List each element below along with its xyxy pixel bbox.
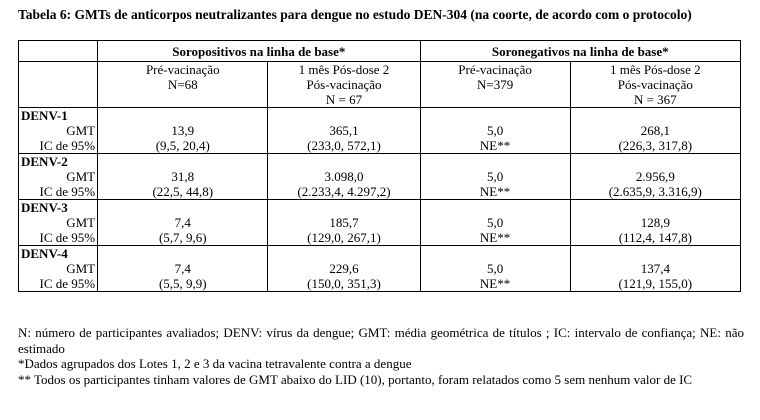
footnote-abbreviations: N: número de participantes avaliados; DENV: vírus da dengue; GMT: média geométrica de títulos ; IC: intervalo de confiança; NE: não estimado <box>18 325 744 356</box>
ci-value: (129,0, 267,1) <box>307 230 381 245</box>
gmt-value: 7,4 <box>174 215 191 230</box>
spacer <box>573 108 738 123</box>
footnote-pooled-lots: *Dados agrupados dos Lotes 1, 2 e 3 da vacina tetravalente contra a dengue <box>18 356 412 371</box>
serotype-label: DENV-2 <box>21 154 68 169</box>
gmt-label: GMT <box>66 215 96 230</box>
ci-value: (121,9, 155,0) <box>618 276 693 291</box>
column-header-line: Pós-vacinação <box>617 77 693 92</box>
seropositive-header: Soropositivos na linha de base* <box>98 41 420 62</box>
data-rows <box>19 108 741 292</box>
spacer <box>423 246 568 261</box>
table-row <box>19 108 741 154</box>
spacer <box>423 108 568 123</box>
spacer <box>100 246 265 261</box>
column-header <box>268 62 420 108</box>
value-cell <box>420 154 570 200</box>
spacer <box>573 200 738 215</box>
spacer <box>270 108 417 123</box>
value-cell <box>570 200 740 246</box>
value-cell <box>98 154 268 200</box>
serotype-label: DENV-3 <box>21 200 68 215</box>
ci-label: IC de 95% <box>39 138 96 153</box>
group-header-row <box>19 41 741 62</box>
serotype-label: DENV-4 <box>21 246 68 261</box>
spacer <box>423 200 568 215</box>
empty-corner-cell <box>19 41 98 62</box>
row-stub <box>19 154 98 200</box>
value-cell <box>268 108 420 154</box>
ci-value: (9,5, 20,4) <box>155 138 210 153</box>
column-header <box>420 62 570 108</box>
gmt-value: 13,9 <box>171 123 195 138</box>
spacer <box>100 154 265 169</box>
column-header <box>98 62 268 108</box>
ci-value: (226,3, 317,8) <box>618 138 693 153</box>
column-header-row <box>19 62 741 108</box>
ci-value: (112,4, 147,8) <box>618 230 692 245</box>
ci-label: IC de 95% <box>39 276 96 291</box>
column-header-line: Pós-vacinação <box>306 77 382 92</box>
footnote-below-lid: ** Todos os participantes tinham valores de GMT abaixo do LID (10), portanto, foram relatados como 5 sem nenhum valor de IC <box>18 371 693 387</box>
ci-value: NE** <box>479 230 511 245</box>
row-stub <box>19 200 98 246</box>
gmt-value: 128,9 <box>640 215 670 230</box>
serotype-label: DENV-1 <box>21 108 68 123</box>
spacer <box>270 246 417 261</box>
column-header-line: Pré-vacinação <box>145 62 220 77</box>
value-cell <box>570 108 740 154</box>
gmt-table <box>18 40 741 292</box>
column-header-line: N=379 <box>476 77 514 92</box>
column-header-line: N = 367 <box>633 92 677 107</box>
gmt-value: 268,1 <box>640 123 670 138</box>
ci-value: NE** <box>479 184 511 199</box>
value-cell <box>268 246 420 292</box>
spacer <box>573 246 738 261</box>
ci-value: (150,0, 351,3) <box>307 276 381 291</box>
gmt-value: 137,4 <box>640 261 670 276</box>
column-header-line: 1 mês Pós-dose 2 <box>609 62 701 77</box>
ci-value: (5,5, 9,9) <box>158 276 207 291</box>
ci-value: (5,7, 9,6) <box>158 230 207 245</box>
seronegative-header: Soronegativos na linha de base* <box>420 41 740 62</box>
column-header-line: N = 67 <box>325 92 363 107</box>
column-header <box>570 62 740 108</box>
gmt-value: 185,7 <box>329 215 359 230</box>
ci-value: (22,5, 44,8) <box>152 184 214 199</box>
spacer <box>270 154 417 169</box>
ci-value: (2.233,4, 4.297,2) <box>297 184 391 199</box>
value-cell <box>420 108 570 154</box>
column-header-line: 1 mês Pós-dose 2 <box>298 62 390 77</box>
spacer <box>573 154 738 169</box>
footnotes <box>18 325 744 387</box>
table-row <box>19 154 741 200</box>
table-row <box>19 246 741 292</box>
value-cell <box>570 154 740 200</box>
value-cell <box>98 200 268 246</box>
gmt-value: 7,4 <box>174 261 191 276</box>
column-header-line: Pré-vacinação <box>458 62 532 77</box>
spacer <box>100 108 265 123</box>
value-cell <box>570 246 740 292</box>
gmt-value: 2.956,9 <box>635 169 675 184</box>
column-header-line: N=68 <box>167 77 198 92</box>
ci-value: NE** <box>479 276 511 291</box>
spacer <box>423 154 568 169</box>
gmt-label: GMT <box>66 123 96 138</box>
value-cell <box>98 108 268 154</box>
gmt-value: 365,1 <box>329 123 359 138</box>
gmt-label: GMT <box>66 169 96 184</box>
spacer <box>100 200 265 215</box>
ci-label: IC de 95% <box>39 184 96 199</box>
gmt-value: 229,6 <box>329 261 359 276</box>
table-row <box>19 200 741 246</box>
gmt-value: 3.098,0 <box>324 169 364 184</box>
gmt-label: GMT <box>66 261 96 276</box>
value-cell <box>420 200 570 246</box>
value-cell <box>268 154 420 200</box>
table-caption: Tabela 6: GMTs de anticorpos neutralizantes para dengue no estudo DEN-304 (na coorte, de acordo com o protocolo) <box>18 7 692 22</box>
value-cell <box>420 246 570 292</box>
spacer <box>270 200 417 215</box>
empty-stub-cell <box>19 62 98 108</box>
gmt-value: 5,0 <box>486 169 504 184</box>
row-stub <box>19 108 98 154</box>
value-cell <box>98 246 268 292</box>
value-cell <box>268 200 420 246</box>
ci-label: IC de 95% <box>39 230 96 245</box>
gmt-value: 5,0 <box>486 261 504 276</box>
gmt-value: 5,0 <box>486 123 504 138</box>
row-stub <box>19 246 98 292</box>
gmt-value: 31,8 <box>171 169 195 184</box>
gmt-value: 5,0 <box>486 215 504 230</box>
ci-value: NE** <box>479 138 511 153</box>
ci-value: (233,0, 572,1) <box>307 138 381 153</box>
ci-value: (2.635,9, 3.316,9) <box>608 184 702 199</box>
